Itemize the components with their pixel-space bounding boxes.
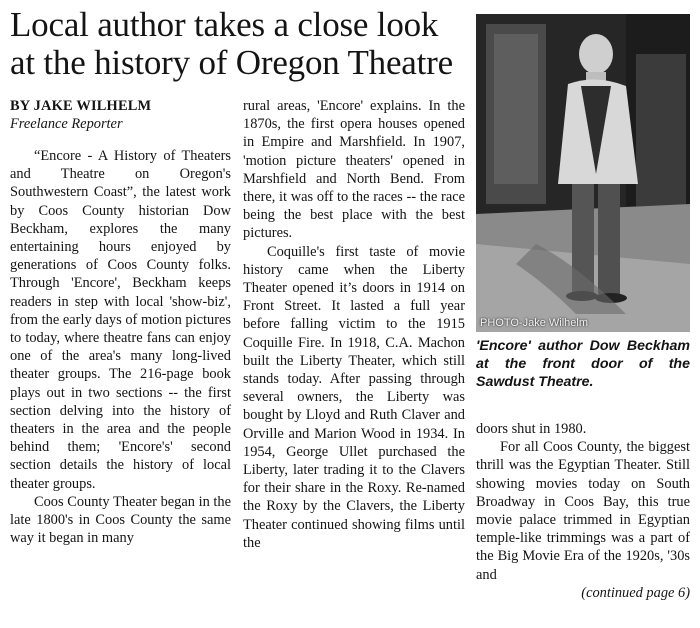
paragraph: For all Coos County, the biggest thrill was the Egyptian Theater. Still showing movies today on South Broadway in Coos Bay, this true movie palace trimmed in Egyptian temple-like trimmings was a part of the Big Movie Era of the 1920s, '30s and xyxy=(476,439,690,583)
headline: Local author takes a close look at the history of Oregon Theatre xyxy=(10,5,453,82)
author-photo xyxy=(476,14,690,332)
paragraph: rural areas, 'Encore' explains. In the 1870s, the first opera houses opened in Empire and Marshfield. In 1907, 'motion picture theaters' opened in Marshfield and North Bend. From there, it was off to the races -- the race being the best place with the best pictures. xyxy=(243,98,465,242)
column-1 xyxy=(10,97,231,547)
column-2 xyxy=(243,97,465,552)
paragraph: “Encore - A History of Theaters and Theatre on Oregon's Southwestern Coast”, the latest work by Coos County historian Dow Beckham, explores the many entertaining hours enjoyed by generations of Coos County folks. Through 'Encore', Beckham keeps readers in step with local 'show-biz', from the early days of motion pictures to today, where theatre fans can enjoy one of the area's many long-lived theater groups. The 216-page book plays out in two sections -- the first section delving into the history of theaters in the area and the people behind them; 'Encore's' second section details the history of local theater groups. xyxy=(10,148,231,492)
photo-credit: PHOTO-Jake Wilhelm xyxy=(480,317,588,329)
paragraph: doors shut in 1980. xyxy=(476,421,587,437)
paragraph: Coos County Theater began in the late 1800's in Coos County the same way it began in many xyxy=(10,493,231,547)
author-photo-image xyxy=(476,14,690,332)
byline-block xyxy=(10,97,231,133)
byline: BY JAKE WILHELM xyxy=(10,98,152,114)
photo-caption: 'Encore' author Dow Beckham at the front door of the Sawdust Theatre. xyxy=(476,338,690,390)
paragraph: Coquille's first taste of movie history came when the Liberty Theater opened it’s doors in 1914 on Front Street. It lasted a full year before falling victim to the 1915 Coquille Fire. In 1918, C.A. Machon built the Liberty Theater, which still stands today. After passing through several owners, the Liberty was bought by Lloyd and Ruth Claver and Orville and Marion Wood in 1934. In 1954, George Ullet purchased the Liberty, later trading it to the Clavers for their share in the Roxy. Re-named the Roxy by the Clavers, the Liberty Theater continued showing films until the xyxy=(243,243,465,551)
reporter-role: Freelance Reporter xyxy=(10,116,123,132)
continued-note: (continued page 6) xyxy=(581,584,690,601)
column-3 xyxy=(476,420,690,602)
